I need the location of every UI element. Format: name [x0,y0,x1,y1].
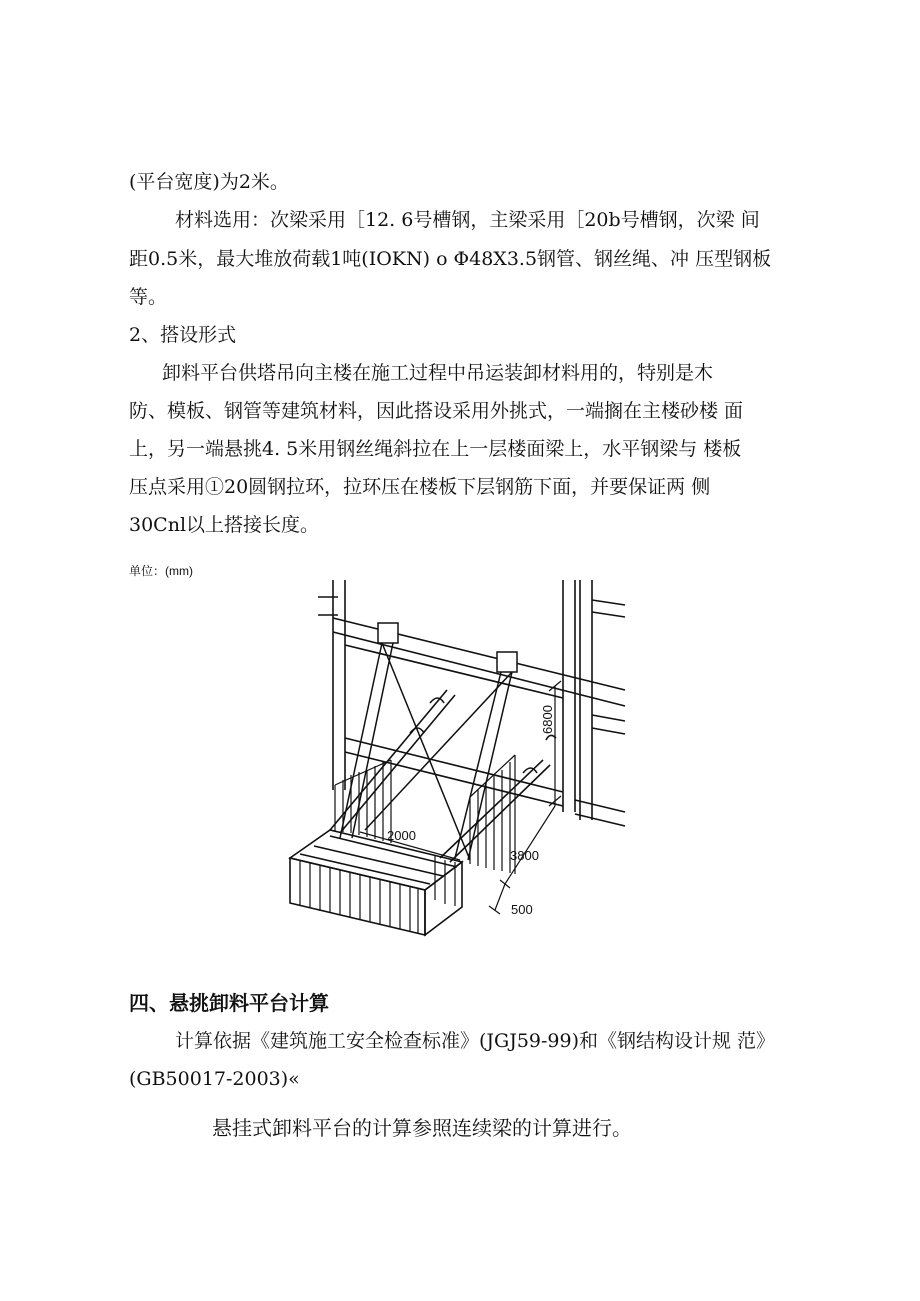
dim-end-label: 500 [511,902,533,917]
text-line: 悬挂式卸料平台的计算参照连续梁的计算进行。 [212,1116,632,1140]
text-line: 压点采用①20圆钢拉环，拉环压在楼板下层钢筋下面，并要保证两 侧 [129,476,711,498]
text-line: 30Cnl以上搭接长度。 [129,514,320,536]
text-line: 等。 [129,286,168,308]
anchor-lug [378,623,517,672]
platform-deck [290,830,462,935]
text-line: 距0.5米，最大堆放荷载1吨(IOKN) o Φ48X3.5钢管、钢丝绳、冲 压型钢板 [129,248,772,270]
text-line: (GB50017-2003)« [129,1068,300,1090]
dim-width-label: 2000 [387,828,416,843]
unit-label: 单位：(mm) [129,564,193,578]
section-subheading: 2、搭设形式 [129,324,237,346]
text-line: (平台宽度)为2米。 [129,171,289,193]
dim-length-label: 3800 [510,848,539,863]
text-line: 计算依据《建筑施工安全检查标准》(JGJ59-99)和《钢结构设计规 范》 [175,1030,776,1052]
text-line: 上，另一端悬挑4. 5米用钢丝绳斜拉在上一层楼面梁上，水平钢梁与 楼板 [129,438,742,460]
text-line: 卸料平台供塔吊向主楼在施工过程中吊运装卸材料用的，特别是木 [162,362,714,384]
dim-height-label: 6800 [540,705,555,734]
section-heading: 四、悬挑卸料平台计算 [129,991,329,1015]
text-line: 防、模板、钢管等建筑材料，因此搭设采用外挑式，一端搁在主楼砂楼 面 [129,400,744,422]
railing-front [300,861,418,933]
text-line: 材料选用：次梁采用［12. 6号槽钢，主梁采用［20b号槽钢，次梁 间 [175,209,760,231]
